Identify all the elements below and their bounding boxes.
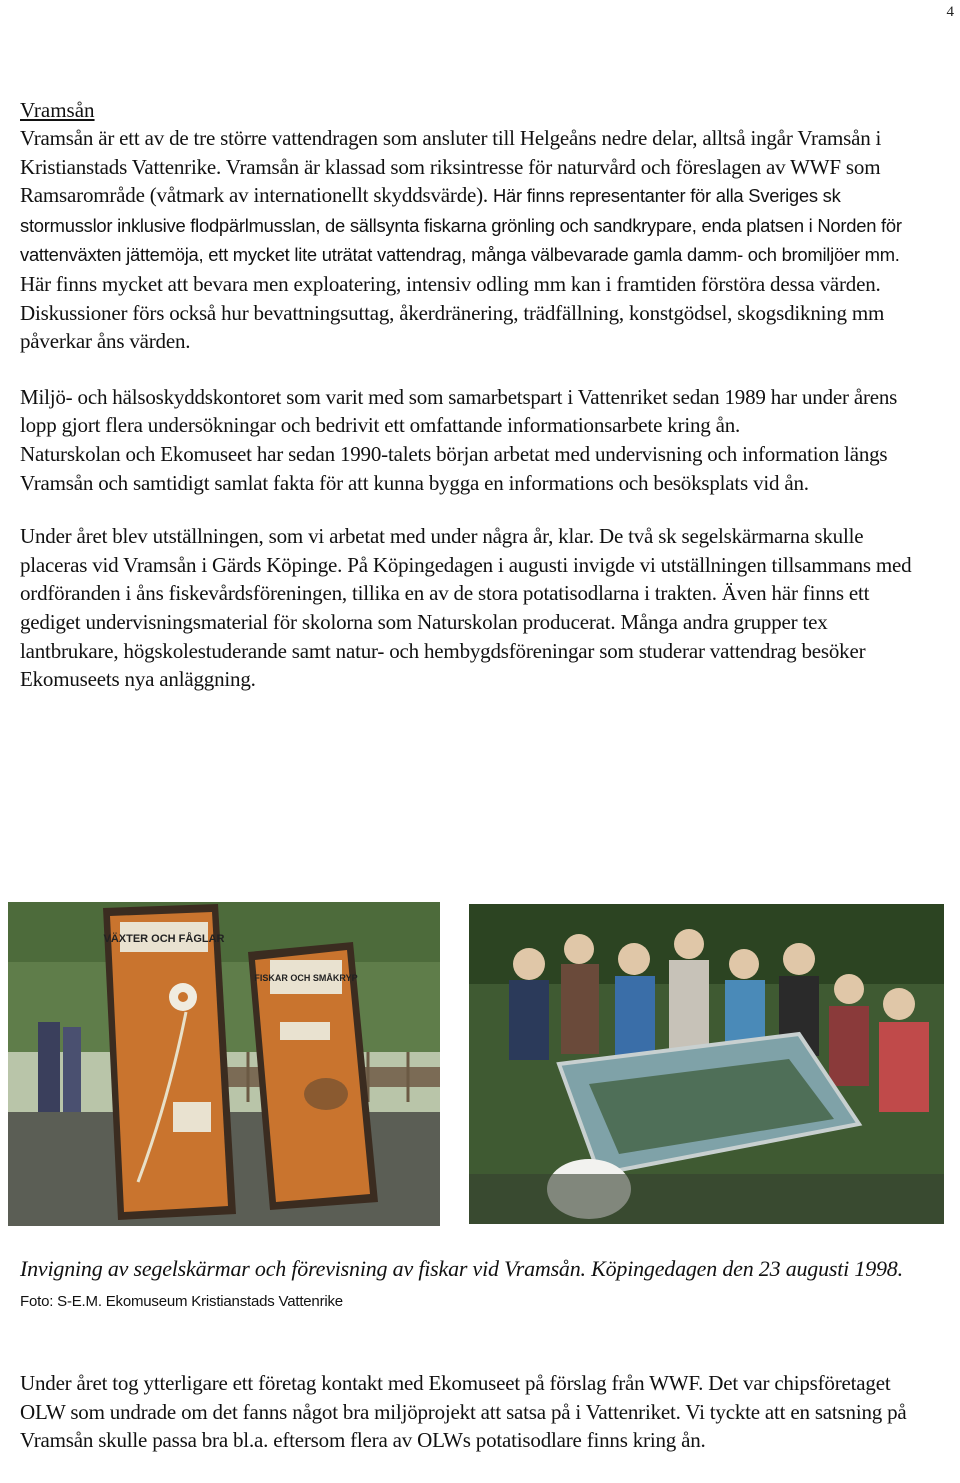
paragraph-4: Under året blev utställningen, som vi arbetat med under några år, klar. De två sk segelskärmarna skulle placeras vid Vramsån i Gärds Köpinge. På Köpingedagen i augusti invigde vi utställningen tillsammans med ordföranden i åns fiskevårdsföreningen, tillika en av de stora potatisodlarna i trakten. Även här finns ett gediget undervisningsmaterial för skolorna som Naturskolan producerat. Många andra grupper tex lantbrukare, högskolestuderande samt natur- och hembygdsföreningar som studerar vattendrag besöker Ekomuseets nya anläggning. xyxy=(20,524,912,692)
caption-text: Invigning av segelskärmar och förevisning av fiskar vid Vramsån. Köpingedagen den 23 augusti 1998. xyxy=(20,1256,903,1281)
paragraph-1-end: Här finns mycket att bevara men exploatering, intensiv odling mm kan i framtiden förstöra dessa värden. Diskussioner förs också hur bevattningsuttag, åkerdränering, trädfällning, konstgödsel, skogsdikning mm påverkar åns värden. xyxy=(20,271,885,354)
paragraph-2: Miljö- och hälsoskyddskontoret som varit med som samarbetspart i Vattenriket sedan 1989 har under årens lopp gjort flera undersökningar och bedrivit ett omfattande informationsarbete kring ån. xyxy=(20,384,898,438)
paragraph-5: Under året tog ytterligare ett företag kontakt med Ekomuseet på förslag från WWF. Det var chipsföretaget OLW som undrade om det fanns något bra miljöprojekt att satsa på i Vattenriket. Vi tyckte att en satsning på Vramsån skulle passa bra bl.a. eftersom flera av OLWs potatisodlare finns kring ån. xyxy=(20,1371,907,1453)
caption-credit: Foto: S-E.M. Ekomuseum Kristianstads Vattenrike xyxy=(20,1293,343,1310)
page-number: 4 xyxy=(946,4,954,20)
section-heading: Vramsån xyxy=(20,98,95,122)
photo-caption xyxy=(20,1254,920,1317)
main-text xyxy=(20,96,920,694)
paragraph-1-intro: Vramsån är ett av de tre större vattendragen som ansluter till Helgeåns nedre delar, alltså ingår Vramsån i Kristianstads Vattenrike. Vramsån är klassad som riksintresse för naturvård och föreslagen av WWF som Ramsarområde (våtmark av internationellt skyddsvärde). xyxy=(20,126,882,208)
sign-plants-birds xyxy=(103,904,236,1220)
sign-plants-birds-label: VÄXTER OCH FÅGLAR xyxy=(103,933,225,945)
sign-fish-insects-label: FISKAR OCH SMÅKRYP xyxy=(254,973,358,983)
photo-exhibition-signs xyxy=(8,902,440,1226)
paragraph-1-species: Här finns representanter för alla Sveriges sk stormusslor inklusive flodpärlmusslan, de sällsynta fiskarna grönling och sandkrypare, enda platsen i Norden för vattenväxten jättemöja, ett mycket lite uträtat vattendrag, många välbevarade gamla damm- och bromiljöer mm. xyxy=(20,185,902,266)
photo-fish-demonstration xyxy=(469,904,944,1224)
photo-exhibition-signs-drawing xyxy=(8,902,440,1226)
paragraph-1 xyxy=(20,124,920,356)
photo-fish-demonstration-drawing xyxy=(469,904,944,1224)
paragraph-3: Naturskolan och Ekomuseet har sedan 1990-talets början arbetat med undervisning och information längs Vramsån och samtidigt samlat fakta för att kunna bygga en informations och besöksplats vid ån. xyxy=(20,441,888,495)
